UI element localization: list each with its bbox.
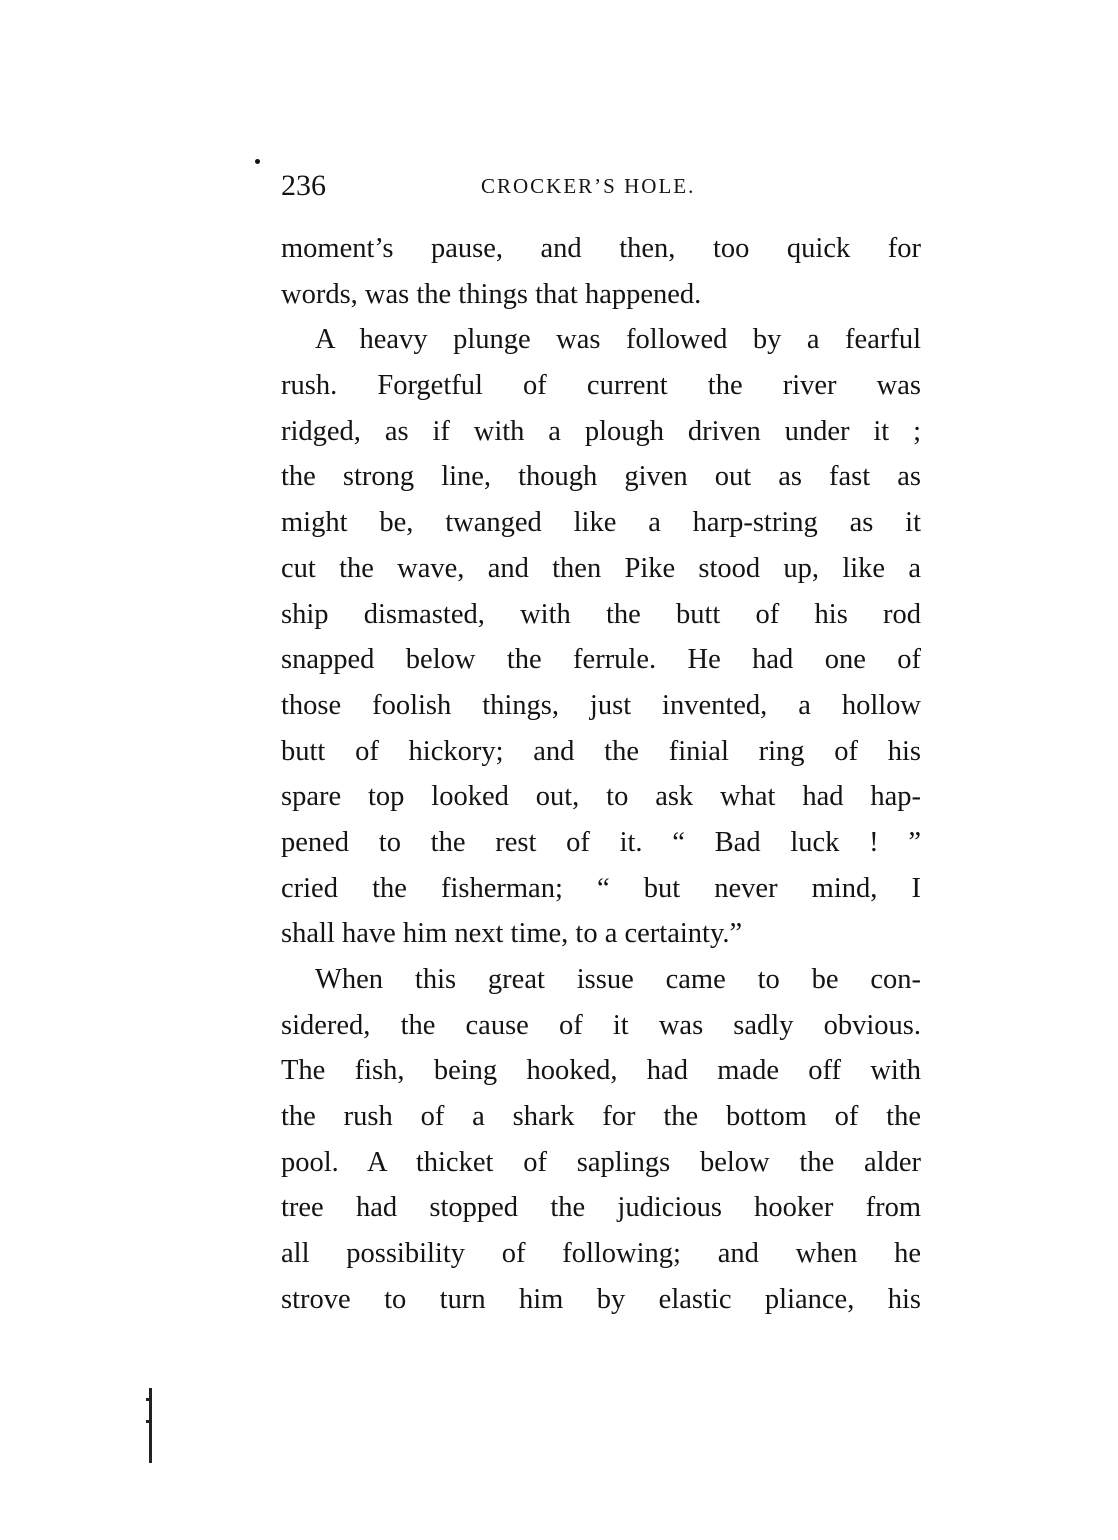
text-line: A heavy plunge was followed by a fearful — [315, 324, 921, 356]
text-line: all possibility of following; and when he — [281, 1238, 921, 1270]
text-line: those foolish things, just invented, a hollow — [281, 689, 921, 721]
text-line: snapped below the ferrule. He had one of — [281, 644, 921, 676]
text-line: rush. Forgetful of current the river was — [281, 370, 921, 402]
page-header — [281, 163, 921, 209]
text-line: the rush of a shark for the bottom of the — [281, 1101, 921, 1133]
text-line: butt of hickory; and the finial ring of his — [281, 735, 921, 767]
scan-dot-mark — [255, 159, 260, 164]
text-line: the strong line, though given out as fast as — [281, 461, 921, 493]
scan-gutter-tick — [146, 1398, 152, 1401]
text-line: spare top looked out, to ask what had hap- — [281, 781, 921, 813]
text-line: shall have him next time, to a certainty.” — [281, 918, 743, 950]
scan-gutter-tick — [146, 1420, 152, 1423]
text-line: cut the wave, and then Pike stood up, like a — [281, 552, 921, 584]
text-line: cried the fisherman; “ but never mind, I — [281, 872, 921, 904]
text-line: sidered, the cause of it was sadly obvious. — [281, 1009, 921, 1041]
text-line: ship dismasted, with the butt of his rod — [281, 598, 921, 630]
text-line: The fish, being hooked, had made off with — [281, 1055, 921, 1087]
running-title: CROCKER’S HOLE. — [481, 174, 696, 198]
text-line: tree had stopped the judicious hooker from — [281, 1192, 921, 1224]
text-line: pened to the rest of it. “ Bad luck ! ” — [281, 826, 921, 858]
text-line: When this great issue came to be con- — [315, 964, 921, 995]
text-line: might be, twanged like a harp-string as it — [281, 507, 921, 539]
body-text — [281, 226, 921, 1323]
text-line: moment’s pause, and then, too quick for — [281, 233, 921, 264]
text-line: pool. A thicket of saplings below the alder — [281, 1146, 921, 1178]
page-number: 236 — [281, 169, 326, 202]
text-line: strove to turn him by elastic pliance, his — [281, 1283, 921, 1315]
text-line: ridged, as if with a plough driven under it ; — [281, 415, 921, 447]
text-line: words, was the things that happened. — [281, 278, 702, 310]
